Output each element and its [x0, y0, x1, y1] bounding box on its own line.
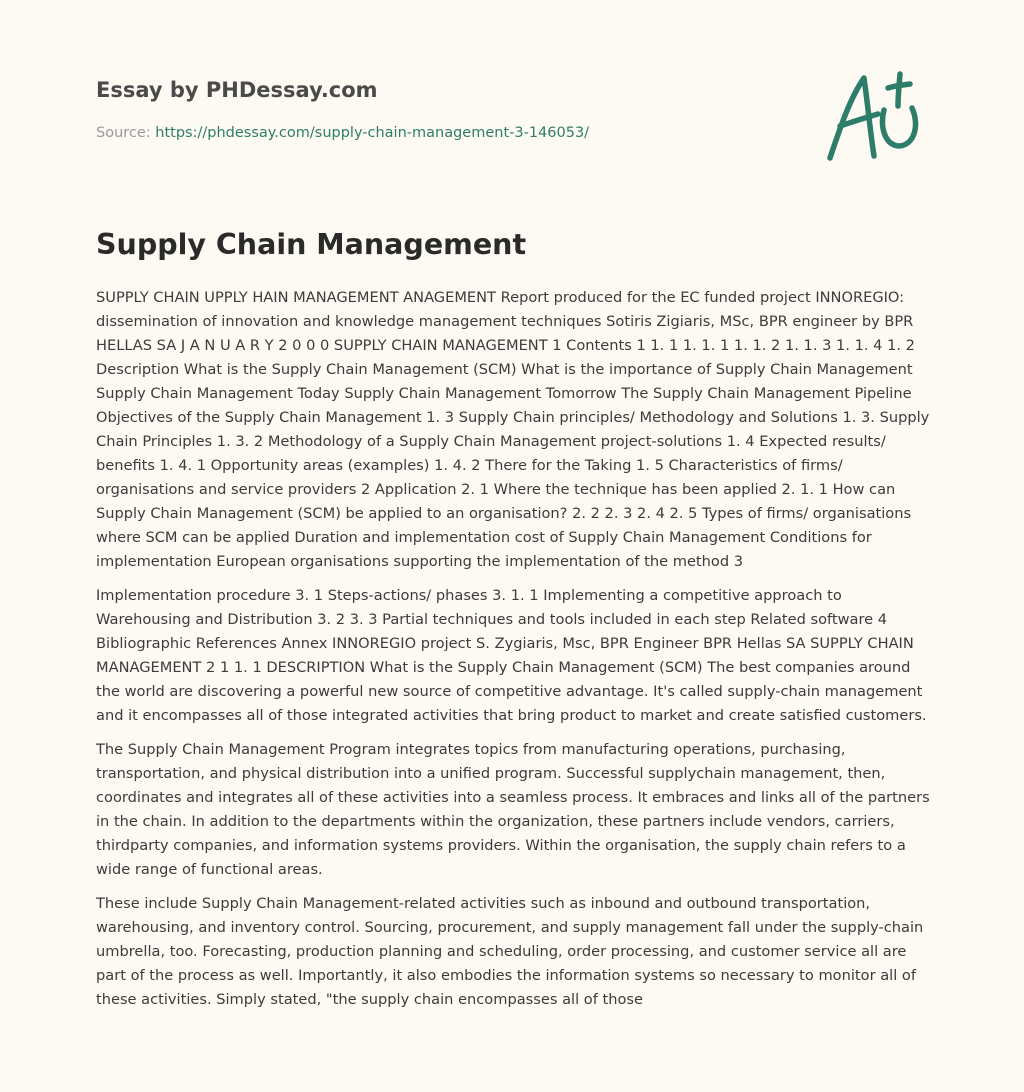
essay-body — [96, 286, 932, 1076]
source-line — [96, 123, 589, 143]
source-link[interactable]: https://phdessay.com/supply-chain-management-3-146053/ — [155, 125, 590, 141]
site-brand: Essay by PHDessay.com — [96, 78, 378, 102]
source-label: Source: — [96, 125, 151, 141]
essay-paragraph: SUPPLY CHAIN UPPLY HAIN MANAGEMENT ANAGEMENT Report produced for the EC funded project INNOREGIO: dissemination of innovation and knowledge management techniques Sotiris Zigiaris, MSc, BPR engineer by BPR HELLAS SA J A N U A R Y 2 0 0 0 SUPPLY CHAIN MANAGEMENT 1 Contents 1 1. 1 1. 1. 1 1. 1. 2 1. 1. 3 1. 1. 4 1. 2 Description What is the Supply Chain Management (SCM) What is the importance of Supply Chain Management Supply Chain Management Today Supply Chain Management Tomorrow The Supply Chain Management Pipeline Objectives of the Supply Chain Management 1. 3 Supply Chain principles/ Methodology and Solutions 1. 3. Supply Chain Principles 1. 3. 2 Methodology of a Supply Chain Management project-solutions 1. 4 Expected results/ benefits 1. 4. 1 Opportunity areas (examples) 1. 4. 2 There for the Taking 1. 5 Characteristics of firms/ organisations and service providers 2 Application 2. 1 Where the technique has been applied 2. 1. 1 How can Supply Chain Management (SCM) be applied to an organisation? 2. 2 2. 3 2. 4 2. 5 Types of firms/ organisations where SCM can be applied Duration and implementation cost of Supply Chain Management Conditions for implementation European organisations supporting the implementation of the method 3 — [96, 289, 930, 570]
a-plus-logo-icon — [818, 66, 930, 166]
essay-paragraph: The Supply Chain Management Program integrates topics from manufacturing operations, purchasing, transportation, and physical distribution into a unified program. Successful supplychain management, then, coordinates and integrates all of these activities into a seamless process. It embraces and links all of the partners in the chain. In addition to the departments within the organization, these partners include vendors, carriers, thirdparty companies, and information systems providers. Within the organisation, the supply chain refers to a wide range of functional areas. — [96, 741, 930, 878]
essay-title: Supply Chain Management — [96, 228, 527, 261]
essay-paragraph: These include Supply Chain Management-related activities such as inbound and outbound transportation, warehousing, and inventory control. Sourcing, procurement, and supply management fall under the supply-chain umbrella, too. Forecasting, production planning and scheduling, order processing, and customer service all are part of the process as well. Importantly, it also embodies the information systems so necessary to monitor all of these activities. Simply stated, "the supply chain encompasses all of those — [96, 895, 924, 1008]
essay-paragraph: Implementation procedure 3. 1 Steps-actions/ phases 3. 1. 1 Implementing a competitive approach to Warehousing and Distribution 3. 2 3. 3 Partial techniques and tools included in each step Related software 4 Bibliographic References Annex INNOREGIO project S. Zygiaris, Msc, BPR Engineer BPR Hellas SA SUPPLY CHAIN MANAGEMENT 2 1 1. 1 DESCRIPTION What is the Supply Chain Management (SCM) The best companies around the world are discovering a powerful new source of competitive advantage. It's called supply-chain management and it encompasses all of those integrated activities that bring product to market and create satisfied customers. — [96, 587, 927, 724]
